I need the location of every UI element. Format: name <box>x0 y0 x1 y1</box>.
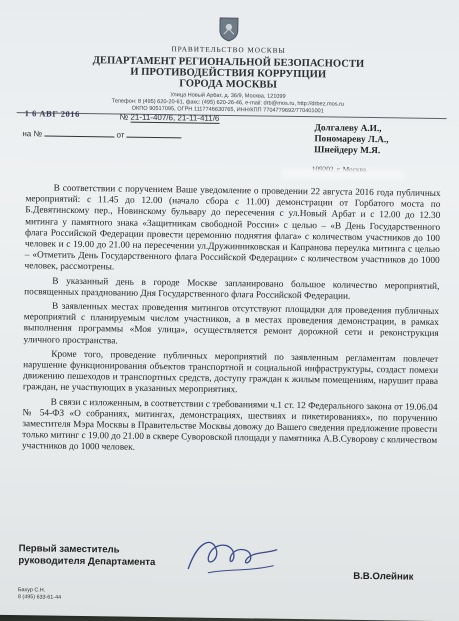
department-codes: ОКПО 90517095, ОГРН 1117746630765, ИНН/КПП 7704779692/770401001 <box>131 105 324 115</box>
department-contacts: Телефон: 8 (495) 620-20-61, факс: (495) 620-26-46, e-mail: drb@mos.ru, http://drbez.mos.ru <box>111 98 345 108</box>
executor-name: Бахур С.Н. <box>17 587 46 594</box>
body-paragraph-2: В указанный день в городе Москве запланировано большое количество мероприятий, посвященных празднованию Дня Государственного флага Российской Федерации. <box>24 276 440 302</box>
registration-number: 21-11-407/6, 21-11-411/6 <box>130 112 220 123</box>
registration-number-prefix: № <box>119 112 131 122</box>
reply-from-label: от <box>116 130 125 140</box>
moscow-coat-of-arms-icon <box>218 16 240 42</box>
redacted-address <box>282 169 404 181</box>
reply-prefix: на № <box>22 129 43 139</box>
government-title: ПРАВИТЕЛЬСТВО МОСКВЫ <box>171 45 286 55</box>
body-paragraph-1: В соответствии с поручением Ваше уведомление о проведении 22 августа 2016 года публичных мероприятий: с 11.45 до 12.00 (начало сбора с 11.00) демонстрации от Горбатого моста по Б.Девятинскому пер., Новинскому бульвару до пересечения с ул.Новый Арбат и с 12.00 до 12.30 митинга у памятного знака «Защитникам свободной России» с целью – «В День Государственного флага Российской Федерации провести церемонию поднятия флага» с количеством участников до 100 человек и с 19.00 до 21.00 на пересечении ул.Дружинниковская и Капранова переулка митинга с целью – «Отметить День Государственного флага Российской Федерации» с количеством участников до 1000 человек, рассмотрены. <box>24 183 441 273</box>
signatory-position <box>18 543 155 568</box>
date-stamp: 1 6 АВГ 2016 <box>24 108 80 119</box>
signatory-position-line-2: руководителя Департамента <box>18 554 156 568</box>
recipient-1: Долгалеву А.И., <box>314 123 382 135</box>
handwritten-signature <box>178 528 289 585</box>
signatory-position-line-1: Первый заместитель <box>18 543 120 556</box>
executor-info <box>18 587 61 601</box>
recipient-3: Шнейдеру М.Я. <box>314 145 381 157</box>
reply-reference-line <box>22 129 181 140</box>
recipient-2: Пономареву Л.А., <box>314 134 389 146</box>
department-name-line-1: ДЕПАРТАМЕНТ РЕГИОНАЛЬНОЙ БЕЗОПАСНОСТИ <box>92 55 365 70</box>
department-name-line-2: И ПРОТИВОДЕЙСТВИЯ КОРРУПЦИИ <box>130 66 327 81</box>
signatory-name: В.В.Олейник <box>353 570 414 583</box>
reply-number-blank <box>44 135 114 137</box>
reply-date-blank <box>127 137 182 139</box>
body-paragraph-4: Кроме того, проведение публичных мероприятий по заявленным регламентам повлечет нарушение функционирования объектов транспортной и социальной инфраструктуры, создаст помехи движению пешеходов и транспортных средств, доступу граждан к жилым помещениям, нарушит права граждан, не участвующих в указанных мероприятиях. <box>22 349 439 396</box>
executor-phone: 8 (495) 633-61-44 <box>17 593 62 601</box>
department-name-line-3: ГОРОДА МОСКВЫ <box>179 78 277 91</box>
body-paragraph-5: В связи с изложенным, в соответствии с требованиями ч.1 ст. 12 Федерального закона от 19.06.04 № 54-ФЗ «О собраниях, митингах, демонстрациях, шествиях и пикетированиях», по поручению заместителя Мэра Москвы в Правительстве Москвы довожу до Вашего сведения предложение провести только митинг с 19.00 до 21.00 в сквере Суворовской площади у памятника А.В.Суворову с количеством участников до 1000 человек. <box>21 397 438 454</box>
registration-number-line <box>120 113 220 124</box>
department-address: Улица Новый Арбат, д. 36/9, Москва, 121099 <box>170 92 286 100</box>
body-paragraph-3: В заявленных местах проведения митингов отсутствуют площадки для проведения публичных мероприятий с планируемым числом участников, а в местах проведения демонстрации, в рамках выполнения программы «Моя улица», осуществляется ремонт дорожной сети и реконструкция уличного пространства. <box>23 301 440 347</box>
letter-body <box>22 183 441 461</box>
